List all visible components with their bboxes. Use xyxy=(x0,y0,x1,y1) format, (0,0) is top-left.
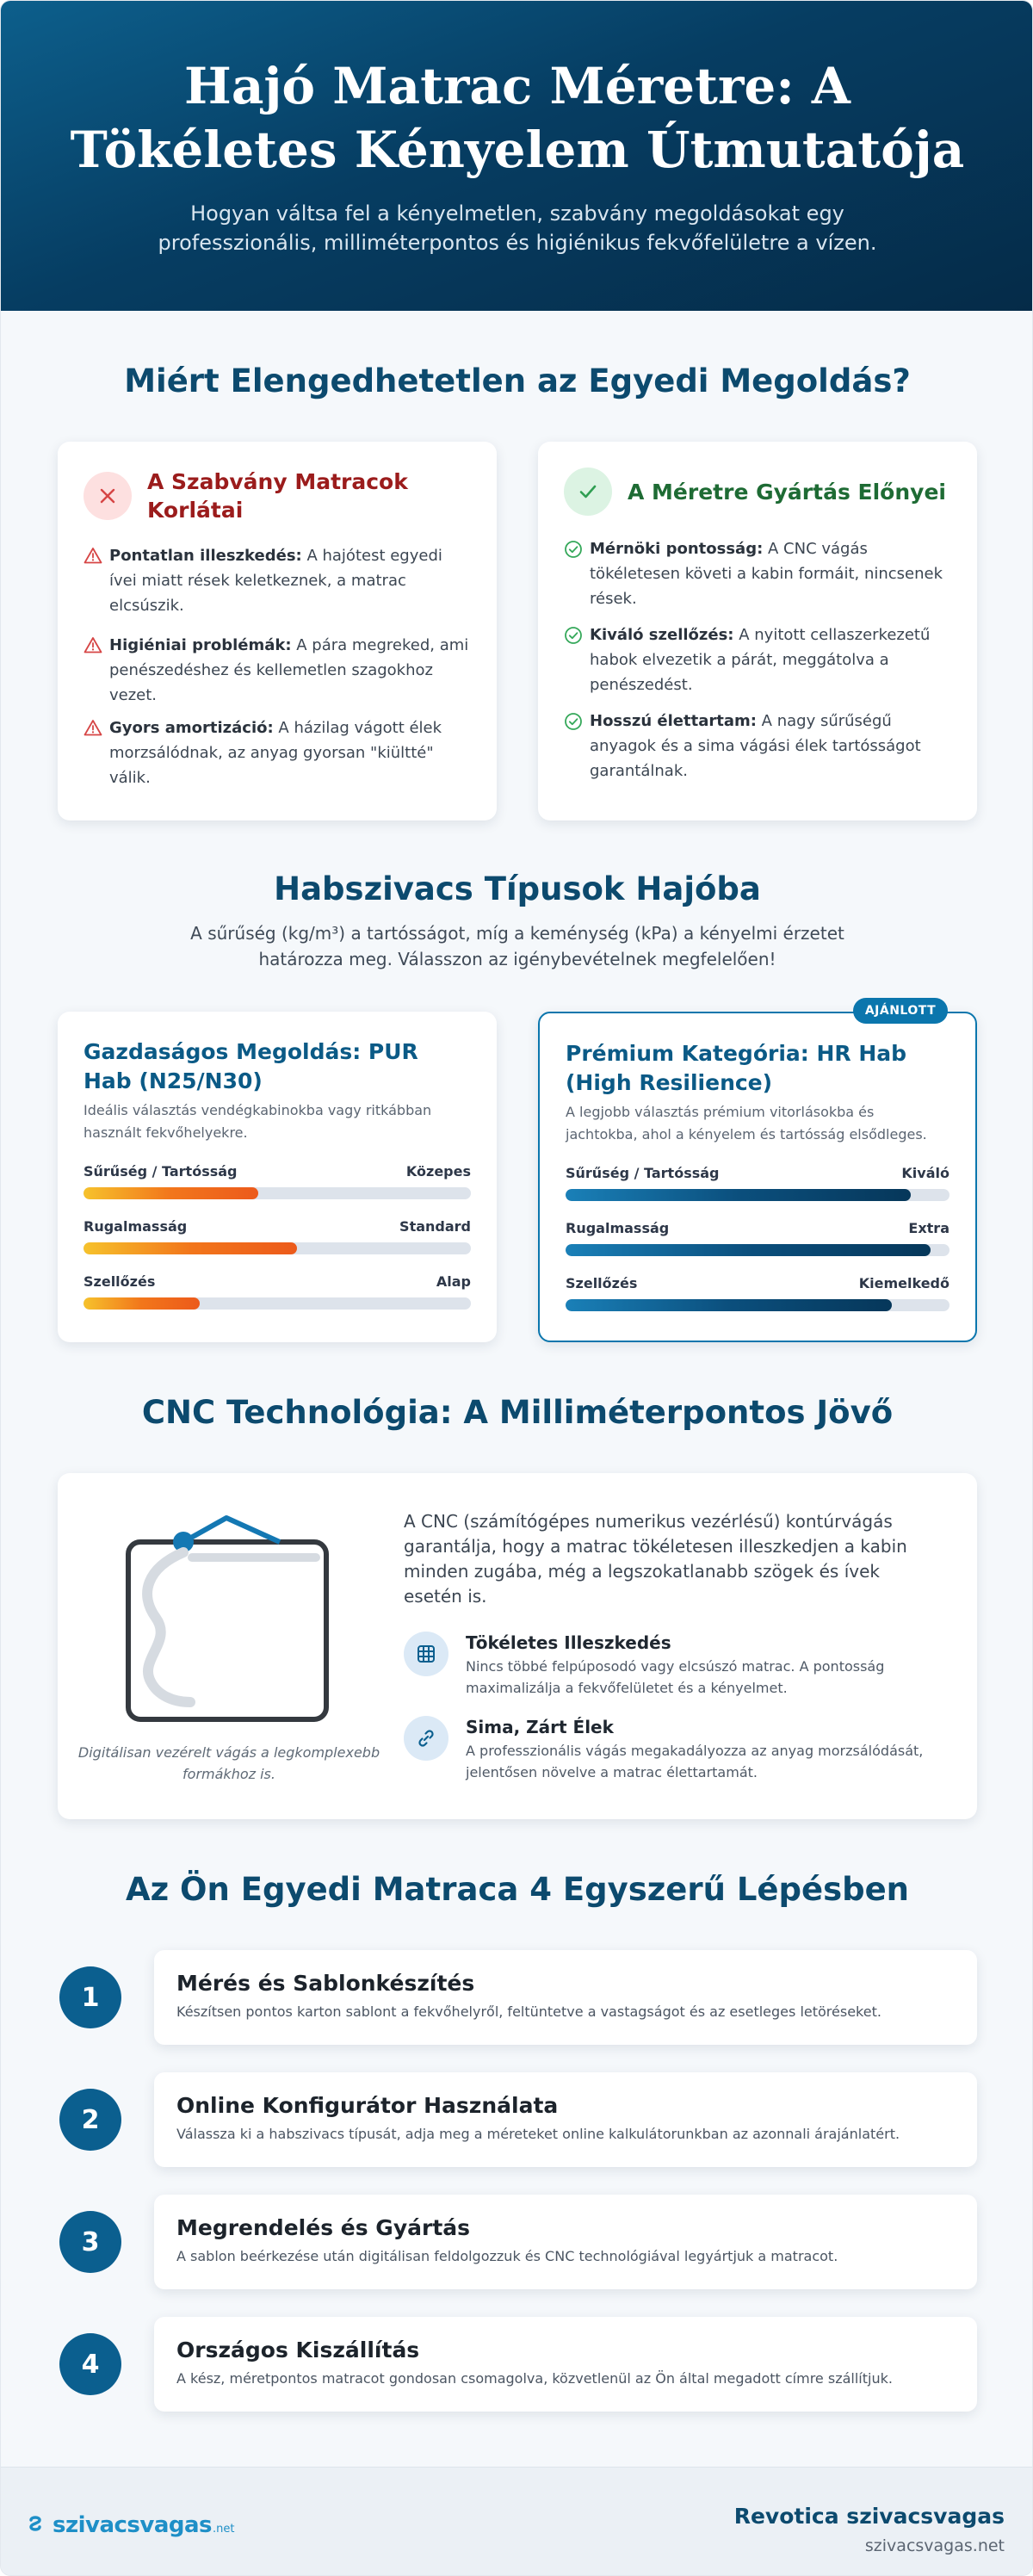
link-icon xyxy=(404,1716,448,1761)
cnc-feature-item xyxy=(404,1716,937,1783)
custom-benefits-card xyxy=(538,442,977,820)
warning-icon xyxy=(84,715,109,790)
cnc-feature-item xyxy=(404,1632,937,1699)
warning-icon xyxy=(84,543,109,618)
meter-fill xyxy=(566,1299,892,1311)
step-desc: A kész, méretpontos matracot gondosan csomagolva, közvetlenül az Ön által megadott címre szállítjuk. xyxy=(176,2370,893,2387)
brand-logo-text: szivacsvagas xyxy=(53,2512,213,2538)
standard-limits-card xyxy=(58,442,497,820)
benefit-text: A CNC vágás tökéletesen követi a kabin formáit, nincsenek rések. xyxy=(590,540,943,608)
meter-label: Rugalmasság xyxy=(84,1218,188,1235)
meter-label: Sűrűség / Tartósság xyxy=(566,1165,720,1181)
cnc-section-title: CNC Technológia: A Milliméterpontos Jövő xyxy=(141,1394,894,1431)
meter-fill xyxy=(84,1242,297,1254)
hero-banner xyxy=(1,1,1033,311)
step-title: Megrendelés és Gyártás xyxy=(176,2215,471,2240)
step-card xyxy=(154,1950,977,2045)
feature-title: Tökéletes Illeszkedés xyxy=(466,1632,671,1653)
standard-issue-item xyxy=(84,543,471,618)
meter-value: Közepes xyxy=(405,1163,471,1180)
pur-foam-desc: Ideális választás vendégkabinokba vagy ritkábban használt fekvőhelyekre. xyxy=(84,1102,432,1141)
step-number: 3 xyxy=(59,2211,121,2273)
step-desc: Válassza ki a habszivacs típusát, adja meg a méreteket online kalkulátorunkban az azonnali árajánlatért. xyxy=(176,2126,900,2142)
steps-section-title: Az Ön Egyedi Matraca 4 Egyszerű Lépésben xyxy=(125,1871,910,1908)
benefit-text: A nagy sűrűségű anyagok és a sima vágási élek tartósságot garantálnak. xyxy=(590,712,921,780)
meter-value: Extra xyxy=(908,1220,949,1236)
check-icon xyxy=(564,468,612,516)
issue-text: A pára megreked, ami penészedéshez és kellemetlen szagokhoz vezet. xyxy=(109,636,469,704)
step-card xyxy=(154,2195,977,2289)
page-title: Hajó Matrac Méretre: A Tökéletes Kényelem Útmutatója xyxy=(70,57,965,179)
meter-value: Alap xyxy=(436,1273,471,1290)
brand-logo-tld: .net xyxy=(213,2523,235,2536)
brand-mark-icon xyxy=(28,2515,49,2532)
issue-text: A házilag vágott élek morzsálódnak, az anyag gyorsan "kiültté" válik. xyxy=(109,719,442,787)
benefit-label: Hosszú élettartam: xyxy=(590,712,757,730)
cnc-cutting-illustration xyxy=(113,1508,345,1731)
pur-elasticity-meter xyxy=(84,1218,471,1265)
meter-fill xyxy=(84,1187,258,1199)
benefit-item xyxy=(564,536,951,611)
hr-ventilation-meter xyxy=(566,1275,949,1322)
issue-label: Higiéniai problémák: xyxy=(109,636,292,654)
step-number: 1 xyxy=(59,1966,121,2028)
why-section-title: Miért Elengedhetetlen az Egyedi Megoldás? xyxy=(124,362,911,399)
meter-label: Sűrűség / Tartósság xyxy=(84,1163,238,1180)
benefit-label: Kiváló szellőzés: xyxy=(590,626,734,644)
foam-lead: A sűrűség (kg/m³) a tartósságot, míg a keménység (kPa) a kényelmi érzetet határozza meg. Válasszon az igénybevételnek megfelelően! xyxy=(190,923,844,969)
grid-icon xyxy=(404,1632,448,1676)
pur-foam-card xyxy=(58,1012,497,1342)
hr-foam-card xyxy=(538,1012,977,1342)
hr-density-meter xyxy=(566,1165,949,1211)
step-title: Országos Kiszállítás xyxy=(176,2338,420,2362)
brand-logo[interactable] xyxy=(28,2512,235,2538)
standard-issue-item xyxy=(84,633,471,708)
warning-icon xyxy=(84,633,109,708)
cnc-description: A CNC (számítógépes numerikus vezérlésű) kontúrvágás garantálja, hogy a matrac tökéletesen illeszkedjen a kabin minden zugába, még a legszokatlanabb szögek és ívek esetén is. xyxy=(404,1511,907,1607)
meter-fill xyxy=(84,1297,200,1310)
pur-ventilation-meter xyxy=(84,1273,471,1320)
standard-limits-title: A Szabvány Matracok Korlátai xyxy=(147,469,408,523)
pur-density-meter xyxy=(84,1163,471,1210)
step-number: 2 xyxy=(59,2089,121,2151)
feature-desc: A professzionális vágás megakadályozza az anyag morzsálódását, jelentősen növelve a matrac élettartamát. xyxy=(466,1743,924,1780)
benefit-label: Mérnöki pontosság: xyxy=(590,540,764,558)
footer-company-name: Revotica szivacsvagas xyxy=(733,2504,1005,2529)
hr-foam-desc: A legjobb választás prémium vitorlásokba és jachtokba, ahol a kényelem és tartósság elsődleges. xyxy=(566,1104,927,1142)
cnc-caption: Digitálisan vezérelt vágás a legkomplexebb formákhoz is. xyxy=(77,1744,380,1782)
issue-label: Gyors amortizáció: xyxy=(109,719,274,737)
footer xyxy=(1,2467,1033,2576)
meter-label: Szellőzés xyxy=(566,1275,638,1291)
standard-issue-item xyxy=(84,715,471,790)
hr-elasticity-meter xyxy=(566,1220,949,1266)
foam-section-title: Habszivacs Típusok Hajóba xyxy=(274,870,761,907)
footer-website-link[interactable]: szivacsvagas.net xyxy=(864,2536,1005,2555)
feature-title: Sima, Zárt Élek xyxy=(466,1717,614,1737)
recommended-badge: AJÁNLOTT xyxy=(853,998,948,1024)
feature-desc: Nincs többé felpúposodó vagy elcsúszó matrac. A pontosság maximalizálja a fekvőfelületet és a kényelmet. xyxy=(466,1658,885,1696)
close-icon xyxy=(84,472,132,520)
step-card xyxy=(154,2317,977,2412)
meter-value: Kiváló xyxy=(901,1165,949,1181)
issue-text: A hajótest egyedi ívei miatt rések keletkeznek, a matrac elcsúszik. xyxy=(109,547,442,615)
custom-benefits-title: A Méretre Gyártás Előnyei xyxy=(628,479,946,505)
meter-fill xyxy=(566,1244,931,1256)
meter-value: Standard xyxy=(399,1218,471,1235)
step-number: 4 xyxy=(59,2333,121,2395)
check-circle-icon xyxy=(564,536,590,611)
meter-label: Szellőzés xyxy=(84,1273,156,1290)
benefit-item xyxy=(564,709,951,783)
check-circle-icon xyxy=(564,709,590,783)
step-title: Online Konfigurátor Használata xyxy=(176,2093,559,2118)
step-title: Mérés és Sablonkészítés xyxy=(176,1971,475,1996)
benefit-item xyxy=(564,622,951,697)
meter-label: Rugalmasság xyxy=(566,1220,670,1236)
benefit-text: A nyitott cellaszerkezetű habok elvezetik a párát, meggátolva a penészedést. xyxy=(590,626,931,694)
pur-foam-title: Gazdaságos Megoldás: PUR Hab (N25/N30) xyxy=(84,1039,418,1093)
meter-fill xyxy=(566,1189,911,1201)
step-card xyxy=(154,2072,977,2167)
issue-label: Pontatlan illeszkedés: xyxy=(109,547,302,565)
check-circle-icon xyxy=(564,622,590,697)
hr-foam-title: Prémium Kategória: HR Hab (High Resilience) xyxy=(566,1041,907,1095)
page-subtitle: Hogyan váltsa fel a kényelmetlen, szabvány megoldásokat egy professzionális, milliméterpontos és higiénikus fekvőfelületre a vízen. xyxy=(158,201,877,255)
step-desc: Készítsen pontos karton sablont a fekvőhelyről, feltüntetve a vastagságot és az esetleges letöréseket. xyxy=(176,2003,881,2020)
meter-value: Kiemelkedő xyxy=(858,1275,949,1291)
step-desc: A sablon beérkezése után digitálisan feldolgozzuk és CNC technológiával legyártjuk a matracot. xyxy=(176,2248,838,2264)
